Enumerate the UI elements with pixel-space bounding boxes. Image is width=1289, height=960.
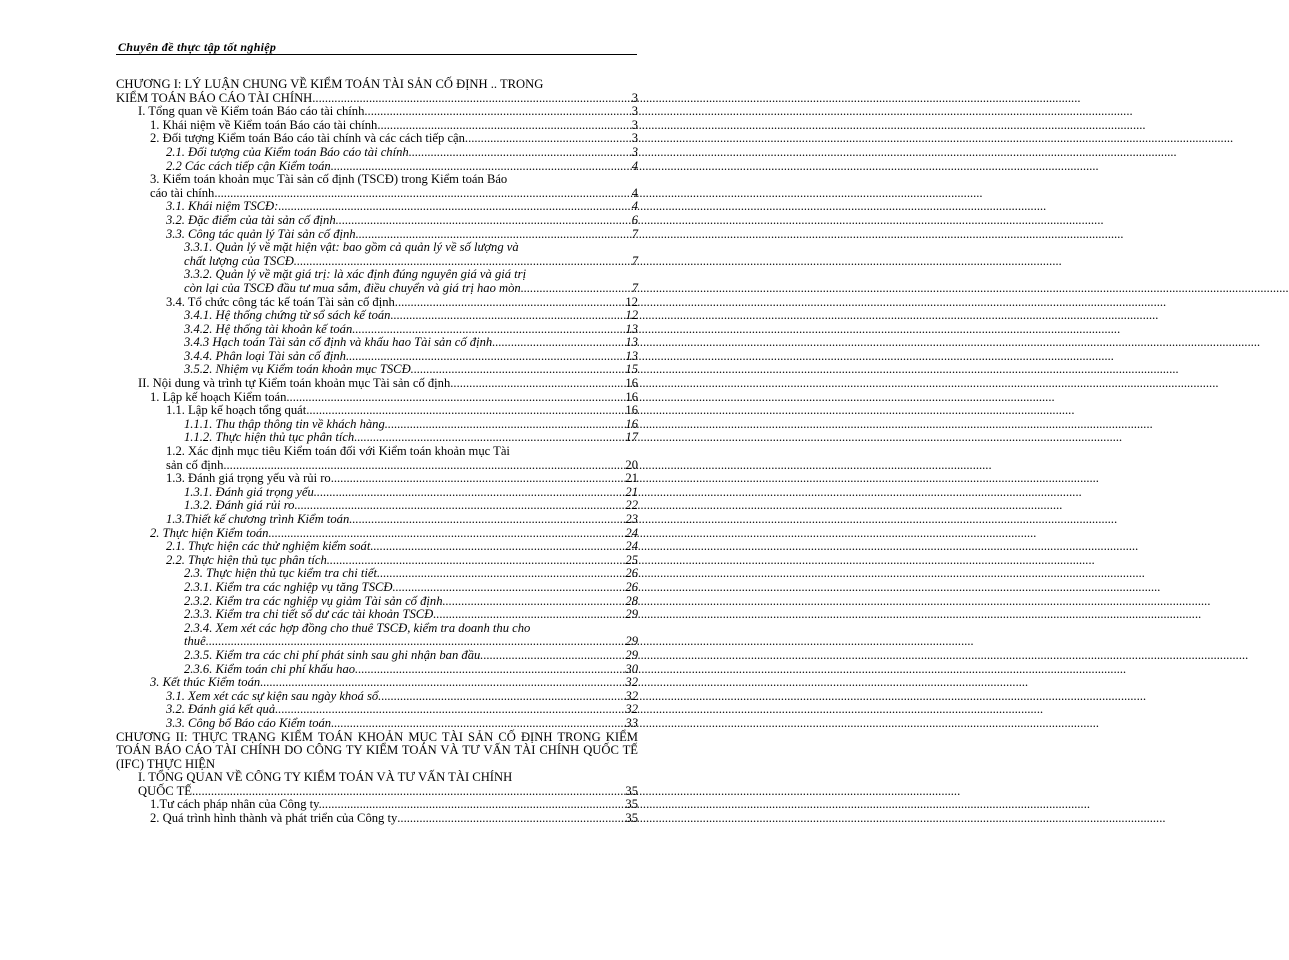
toc-leader-dots bbox=[346, 350, 624, 364]
toc-entry-text: 3.4.1. Hệ thống chứng từ sổ sách kế toán bbox=[184, 308, 391, 323]
toc-leader-dots bbox=[398, 296, 624, 310]
toc-page-number: 20 bbox=[625, 457, 638, 472]
toc-entry-text: 1.1.1. Thu thập thông tin về khách hàng bbox=[184, 416, 385, 431]
toc-entry[interactable] bbox=[116, 132, 638, 146]
toc-entry-text: 2.3. Thực hiện thủ tục kiểm tra chi tiết bbox=[184, 566, 377, 581]
toc-leader-dots bbox=[397, 812, 624, 826]
toc-entry[interactable] bbox=[116, 200, 638, 214]
toc-entry-text-cont: chất lượng của TSCĐ bbox=[184, 253, 294, 268]
toc-entry[interactable] bbox=[116, 214, 638, 228]
toc-entry-text: 2.3.5. Kiểm tra các chi phí phát sinh sau ghi nhận ban đầu bbox=[184, 647, 481, 662]
toc-leader-dots bbox=[214, 187, 630, 201]
toc-leader-dots bbox=[411, 363, 625, 377]
toc-leader-dots bbox=[409, 146, 631, 160]
toc-leader-dots bbox=[327, 554, 625, 568]
toc-page-number: 13 bbox=[625, 335, 638, 350]
toc-entry-text: 3.4.4. Phân loại Tài sản cố định bbox=[184, 348, 346, 363]
toc-page-number: 25 bbox=[625, 552, 638, 567]
toc-entry-text: 1. Lập kế hoạch Kiểm toán bbox=[150, 389, 287, 404]
toc-leader-dots bbox=[349, 513, 624, 527]
toc-page-number: 13 bbox=[625, 321, 638, 336]
toc-page-number: 3 bbox=[631, 131, 638, 146]
toc-entry[interactable] bbox=[116, 608, 638, 622]
toc-page-number: 3 bbox=[631, 104, 638, 119]
toc-page-number: 29 bbox=[625, 607, 638, 622]
toc-entry-text: 1.1.2. Thực hiện thủ tục phân tích bbox=[184, 430, 355, 445]
toc-page-number: 35 bbox=[625, 811, 638, 826]
toc-leader-dots bbox=[377, 119, 630, 133]
toc-entry-text: II. Nội dung và trình tự Kiểm toán khoản mục Tài sản cố định bbox=[138, 376, 451, 391]
toc-entry-text-cont: sản cố định bbox=[166, 457, 224, 472]
toc-entry[interactable] bbox=[116, 78, 638, 105]
toc-entry-text: 2. Đối tượng Kiểm toán Báo cáo tài chính và các cách tiếp cận bbox=[150, 131, 465, 146]
toc-entry-text-cont: QUỐC TẾ bbox=[138, 783, 192, 798]
toc-leader-dots bbox=[385, 418, 625, 432]
toc-page-number: 16 bbox=[625, 403, 638, 418]
toc-page-number: 6 bbox=[631, 212, 638, 227]
toc-entry[interactable] bbox=[116, 486, 638, 500]
toc-entry[interactable] bbox=[116, 717, 638, 731]
toc-entry-text: 3.4. Tổ chức công tác kế toán Tài sản cố định. bbox=[166, 294, 398, 309]
toc-page-number: 15 bbox=[625, 362, 638, 377]
header-rule bbox=[116, 54, 637, 55]
toc-entry-text: CHƯƠNG I: LÝ LUẬN CHUNG VỀ KIỂM TOÁN TÀI SẢN CỐ ĐỊNH .. TRONG bbox=[116, 77, 544, 91]
toc-page-number: 3 bbox=[631, 144, 638, 159]
toc-entry[interactable] bbox=[116, 445, 638, 472]
toc-entry-text: 3.3. Công bố Báo cáo Kiểm toán bbox=[166, 715, 332, 730]
toc-entry-text-cont: thuê bbox=[184, 634, 206, 649]
toc-entry-text: 3.4.3 Hạch toán Tài sản cố định và khấu hao Tài sản cố định bbox=[184, 335, 493, 350]
toc-leader-dots bbox=[433, 608, 624, 622]
toc-entry-text: 2.1. Thực hiện các thử nghiệm kiểm soát bbox=[166, 539, 371, 554]
toc-page-number: 26 bbox=[625, 579, 638, 594]
toc-entry[interactable] bbox=[116, 771, 638, 798]
toc-entry-text: 1.3.2. Đánh giá rủi ro bbox=[184, 498, 295, 513]
toc-leader-dots bbox=[223, 459, 624, 473]
toc-entry[interactable] bbox=[116, 296, 638, 310]
toc-page-number: 12 bbox=[625, 294, 638, 309]
toc-leader-dots bbox=[492, 336, 624, 350]
toc-entry-text: 2.3.6. Kiểm toán chi phí khấu hao. bbox=[184, 661, 359, 676]
toc-page-number: 32 bbox=[625, 675, 638, 690]
toc-entry[interactable] bbox=[116, 391, 638, 405]
toc-page-number: 35 bbox=[625, 797, 638, 812]
toc-leader-dots bbox=[268, 527, 624, 541]
toc-leader-dots bbox=[322, 798, 625, 812]
toc-page-number: 32 bbox=[625, 688, 638, 703]
toc-entry-text: 3.2. Đánh giá kết quả bbox=[166, 702, 276, 717]
toc-entry-text: 1.2. Xác định mục tiêu Kiểm toán đối với Kiểm toán khoản mục Tài bbox=[166, 444, 510, 459]
toc-entry-text: 3. Kiểm toán khoản mục Tài sản cố định (TSCĐ) trong Kiểm toán Báo bbox=[150, 172, 508, 187]
toc-entry[interactable] bbox=[116, 622, 638, 649]
toc-entry[interactable] bbox=[116, 581, 638, 595]
toc-leader-dots bbox=[521, 282, 631, 296]
toc-entry-text: 3.2. Đặc điểm của tài sản cố định bbox=[166, 212, 336, 227]
toc-entry[interactable] bbox=[116, 595, 638, 609]
toc-entry[interactable] bbox=[116, 554, 638, 568]
toc-entry[interactable] bbox=[116, 567, 638, 581]
toc-entry[interactable] bbox=[116, 798, 638, 812]
toc-leader-dots bbox=[443, 595, 625, 609]
table-of-contents bbox=[116, 78, 638, 826]
toc-page-number: 23 bbox=[625, 512, 638, 526]
toc-entry[interactable] bbox=[116, 119, 638, 133]
toc-leader-dots bbox=[286, 391, 624, 405]
toc-leader-dots bbox=[392, 581, 624, 595]
toc-page-number: 21 bbox=[625, 484, 638, 499]
toc-entry[interactable] bbox=[116, 690, 638, 704]
toc-page-number: 32 bbox=[625, 702, 638, 717]
toc-leader-dots bbox=[331, 160, 631, 174]
toc-leader-dots bbox=[364, 105, 630, 119]
toc-leader-dots bbox=[370, 540, 624, 554]
toc-page-number: 16 bbox=[625, 376, 638, 391]
toc-page-number: 28 bbox=[625, 593, 638, 608]
toc-entry[interactable] bbox=[116, 173, 638, 200]
page-header-title: Chuyên đề thực tập tốt nghiệp bbox=[118, 40, 277, 54]
toc-leader-dots bbox=[336, 214, 631, 228]
toc-entry[interactable] bbox=[116, 241, 638, 268]
toc-leader-dots bbox=[294, 499, 624, 513]
toc-leader-dots bbox=[354, 431, 624, 445]
toc-entry[interactable] bbox=[116, 404, 638, 418]
toc-entry-text-cont: KIỂM TOÁN BÁO CÁO TÀI CHÍNH bbox=[116, 90, 313, 105]
toc-page-number: 33 bbox=[625, 715, 638, 730]
toc-leader-dots bbox=[352, 323, 624, 337]
toc-entry-text: I. Tổng quan về Kiểm toán Báo cáo tài chính bbox=[138, 104, 365, 119]
toc-leader-dots bbox=[260, 676, 624, 690]
toc-entry-text: 3.3.1. Quản lý về mặt hiện vật: bao gồm cả quản lý về số lượng và bbox=[184, 240, 519, 255]
toc-entry-text: 2.2 Các cách tiếp cận Kiểm toán bbox=[166, 158, 331, 173]
toc-entry[interactable] bbox=[116, 472, 638, 486]
toc-leader-dots bbox=[294, 255, 631, 269]
toc-entry-text: 1.Tư cách pháp nhân của Công ty. bbox=[150, 797, 322, 812]
toc-page-number: 26 bbox=[625, 566, 638, 581]
toc-page-number: 22 bbox=[625, 498, 638, 513]
toc-entry-text-cont: cáo tài chính bbox=[150, 185, 215, 200]
toc-page-number: 16 bbox=[625, 416, 638, 431]
toc-entry[interactable] bbox=[116, 812, 638, 826]
toc-page-number: 21 bbox=[625, 471, 638, 486]
toc-entry-text: 1.1. Lập kế hoạch tổng quát bbox=[166, 403, 307, 418]
toc-entry-text: I. TỔNG QUAN VỀ CÔNG TY KIỂM TOÁN VÀ TƯ VẤN TÀI CHÍNH bbox=[138, 770, 513, 785]
toc-entry-text: 1.3.1. Đánh giá trọng yếu bbox=[184, 484, 314, 499]
toc-entry-text: 3.3.2. Quản lý về mặt giá trị: là xác định đúng nguyên giá và giá trị bbox=[184, 267, 527, 282]
toc-page-number: 17 bbox=[625, 430, 638, 445]
toc-entry-text: 2.3.4. Xem xét các hợp đồng cho thuê TSCĐ, kiểm tra doanh thu cho bbox=[184, 620, 531, 635]
toc-leader-dots bbox=[378, 690, 624, 704]
toc-entry-text: 2.3.1. Kiểm tra các nghiệp vụ tăng TSCĐ bbox=[184, 579, 393, 594]
toc-entry-text: 2. Thực hiện Kiểm toán bbox=[150, 525, 269, 540]
toc-entry[interactable] bbox=[116, 309, 638, 323]
toc-entry[interactable] bbox=[116, 160, 638, 174]
toc-entry[interactable] bbox=[116, 676, 638, 690]
toc-entry[interactable] bbox=[116, 663, 638, 677]
toc-page-number: 3 bbox=[631, 90, 638, 105]
toc-entry-text: 1.3.Thiết kế chương trình Kiểm toán bbox=[166, 512, 350, 526]
toc-entry-text: 3.1. Xem xét các sự kiện sau ngày khoá sổ bbox=[166, 688, 379, 703]
toc-entry[interactable] bbox=[116, 499, 638, 513]
toc-leader-dots bbox=[275, 703, 624, 717]
toc-page-number: 4 bbox=[631, 185, 638, 200]
toc-entry-text: 1.3. Đánh giá trọng yếu và rủi ro bbox=[166, 471, 331, 486]
toc-page-number: 16 bbox=[625, 389, 638, 404]
toc-entry[interactable] bbox=[116, 363, 638, 377]
toc-entry[interactable] bbox=[116, 540, 638, 554]
toc-entry-text: 1. Khái niệm về Kiểm toán Báo cáo tài chính bbox=[150, 117, 378, 132]
toc-entry[interactable] bbox=[116, 350, 638, 364]
toc-entry-text: 2.2. Thực hiện thủ tục phân tích bbox=[166, 552, 327, 567]
toc-page-number: 29 bbox=[625, 647, 638, 662]
toc-entry[interactable] bbox=[116, 105, 638, 119]
toc-page-number: 13 bbox=[625, 348, 638, 363]
toc-entry[interactable] bbox=[116, 377, 638, 391]
toc-entry[interactable] bbox=[116, 649, 638, 663]
toc-entry[interactable] bbox=[116, 268, 638, 295]
toc-leader-dots bbox=[358, 663, 624, 677]
toc-leader-dots bbox=[356, 228, 631, 242]
toc-entry[interactable] bbox=[116, 431, 638, 445]
toc-entry-text: 2.3.2. Kiểm tra các nghiệp vụ giảm Tài sản cố định bbox=[184, 593, 443, 608]
toc-leader-dots bbox=[450, 377, 624, 391]
toc-entry-text: 2.3.3. Kiểm tra chi tiết số dư các tài khoản TSCĐ bbox=[184, 607, 434, 622]
toc-page-number: 3 bbox=[631, 117, 638, 132]
toc-page-number: 4 bbox=[631, 158, 638, 173]
toc-page-number: 4 bbox=[631, 199, 638, 214]
toc-entry[interactable] bbox=[116, 731, 638, 772]
toc-page-number: 12 bbox=[625, 308, 638, 323]
toc-leader-dots bbox=[465, 132, 631, 146]
toc-page-number: 7 bbox=[631, 253, 638, 268]
toc-leader-dots bbox=[206, 635, 625, 649]
toc-entry[interactable] bbox=[116, 336, 638, 350]
toc-page-number: 7 bbox=[631, 280, 638, 295]
toc-entry[interactable] bbox=[116, 703, 638, 717]
toc-page-number: 30 bbox=[625, 661, 638, 676]
toc-entry-text: 3.1. Khái niệm TSCĐ: bbox=[166, 199, 279, 214]
toc-leader-dots bbox=[312, 92, 630, 106]
toc-page-number: 35 bbox=[625, 783, 638, 798]
toc-entry[interactable] bbox=[116, 323, 638, 337]
toc-page-number: 24 bbox=[625, 539, 638, 554]
toc-page-number: 29 bbox=[625, 634, 638, 649]
toc-entry-text-cont: còn lại của TSCĐ đầu tư mua sắm, điều chuyển và giá trị hao mòn bbox=[184, 280, 521, 295]
toc-entry-text: 3.4.2. Hệ thống tài khoản kế toán bbox=[184, 321, 353, 336]
toc-entry-text: CHƯƠNG II: THỰC TRẠNG KIỂM TOÁN KHOẢN MỤC TÀI SẢN CỐ ĐỊNH TRONG KIỂM TOÁN BÁO CÁO TÀI CHÍNH DO CÔNG TY KIỂM TOÁN VÀ TƯ VẤN TÀI CHÍNH QUỐC TẾ (IFC) THỰC HIỆN bbox=[116, 729, 638, 771]
toc-entry[interactable] bbox=[116, 527, 638, 541]
toc-leader-dots bbox=[192, 785, 624, 799]
toc-page-number: 24 bbox=[625, 525, 638, 540]
toc-leader-dots bbox=[331, 472, 625, 486]
toc-leader-dots bbox=[390, 309, 624, 323]
toc-leader-dots bbox=[306, 404, 624, 418]
toc-entry[interactable] bbox=[116, 228, 638, 242]
toc-entry-text: 2.1. Đối tượng của Kiểm toán Báo cáo tài chính bbox=[166, 144, 409, 159]
toc-entry[interactable] bbox=[116, 146, 638, 160]
toc-entry[interactable] bbox=[116, 418, 638, 432]
toc-entry-text: 3.5.2. Nhiệm vụ Kiểm toán khoản mục TSCĐ bbox=[184, 362, 411, 377]
toc-page-number: 7 bbox=[631, 226, 638, 241]
toc-entry-text: 2. Quá trình hình thành và phát triển của Công ty bbox=[150, 811, 398, 826]
toc-leader-dots bbox=[377, 567, 624, 581]
toc-entry-text: 3. Kết thúc Kiểm toán bbox=[150, 675, 261, 690]
toc-leader-dots bbox=[480, 649, 624, 663]
toc-leader-dots bbox=[278, 200, 630, 214]
toc-entry-text: 3.3. Công tác quản lý Tài sản cố định bbox=[166, 226, 356, 241]
toc-leader-dots bbox=[314, 486, 625, 500]
toc-entry[interactable] bbox=[116, 513, 638, 527]
toc-leader-dots bbox=[331, 717, 624, 731]
